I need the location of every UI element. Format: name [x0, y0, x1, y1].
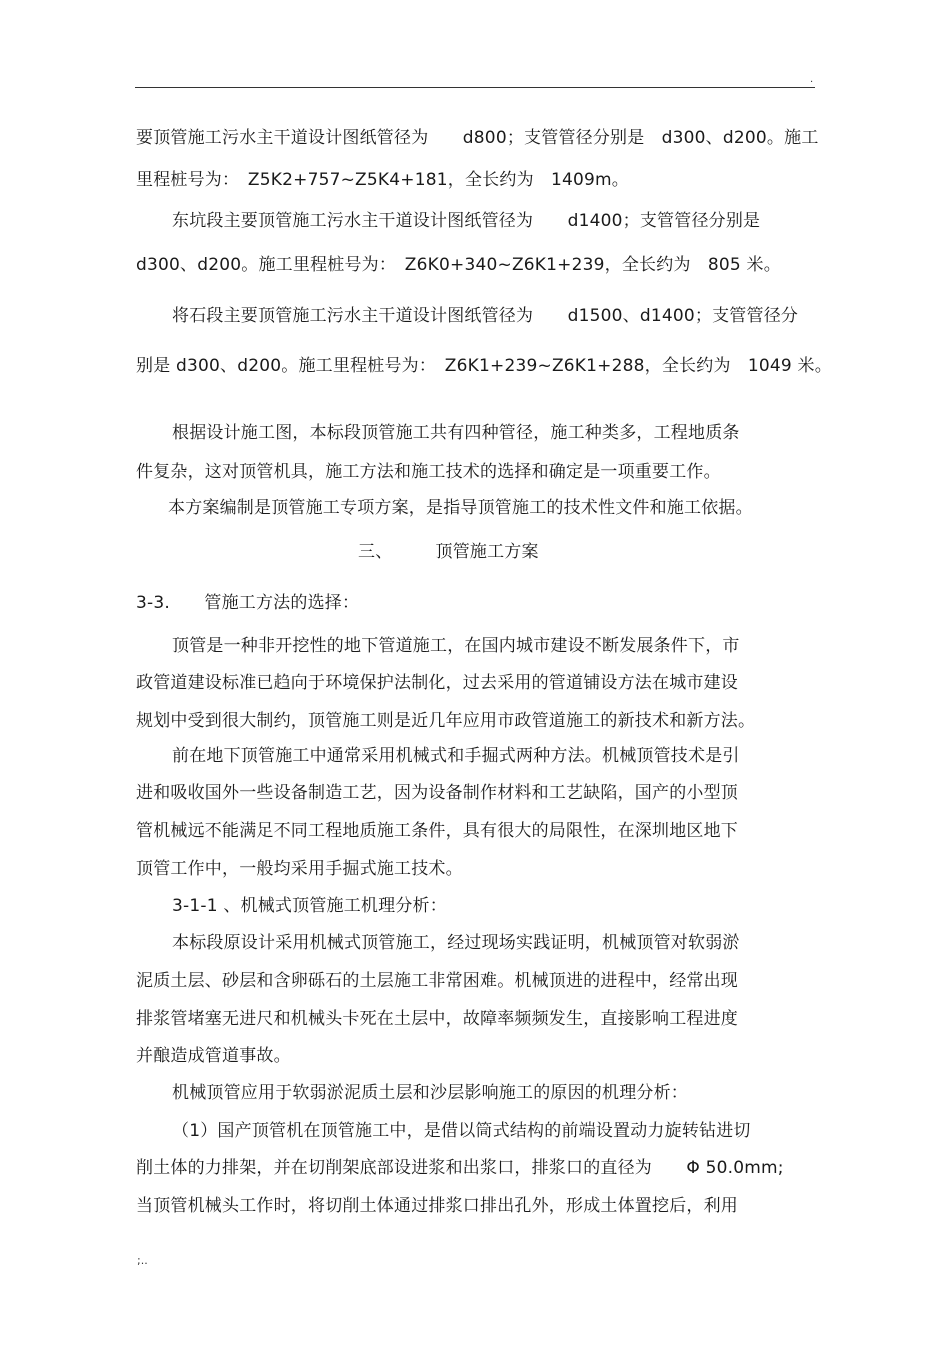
paragraph-line: 前在地下顶管施工中通常采用机械式和手掘式两种方法。机械顶管技术是引: [172, 746, 740, 766]
paragraph-line: 机械顶管应用于软弱淤泥质土层和沙层影响施工的原因的机理分析：: [172, 1083, 688, 1103]
paragraph-line: 顶管是一种非开挖性的地下管道施工，在国内城市建设不断发展条件下，市: [172, 636, 740, 656]
paragraph-line: 将石段主要顶管施工污水主干道设计图纸管径为 d1500、d1400；支管管径分: [172, 306, 799, 326]
header-rule: [135, 87, 815, 88]
paragraph-line: （1）国产顶管机在顶管施工中，是借以筒式结构的前端设置动力旋转钻进切: [172, 1121, 751, 1141]
paragraph-line: 别是 d300、d200。施工里程桩号为： Z6K1+239~Z6K1+288，全长约为 1049 米。: [136, 356, 832, 376]
paragraph-line: 管机械远不能满足不同工程地质施工条件，具有很大的局限性，在深圳地区地下: [136, 821, 738, 841]
paragraph-line: 里程桩号为： Z5K2+757~Z5K4+181，全长约为 1409m。: [136, 170, 630, 190]
paragraph-line: 本方案编制是顶管施工专项方案，是指导顶管施工的技术性文件和施工依据。: [168, 498, 753, 518]
paragraph-line: 进和吸收国外一些设备制造工艺，因为设备制作材料和工艺缺陷，国产的小型顶: [136, 783, 738, 803]
paragraph-line: 政管道建设标准已趋向于环境保护法制化，过去采用的管道铺设方法在城市建设: [136, 673, 738, 693]
subsection-heading: 3-3. 管施工方法的选择：: [136, 593, 360, 613]
paragraph-line: 根据设计施工图，本标段顶管施工共有四种管径，施工种类多，工程地质条: [172, 423, 740, 443]
paragraph-line: 并酿造成管道事故。: [136, 1046, 291, 1066]
paragraph-line: 泥质土层、砂层和含卵砾石的土层施工非常困难。机械顶进的进程中，经常出现: [136, 971, 738, 991]
footer-mark: ;..: [137, 1254, 148, 1267]
subsection-heading: 3-1-1 、机械式顶管施工机理分析：: [172, 896, 447, 916]
paragraph-line: 排浆管堵塞无进尺和机械头卡死在土层中，故障率频频发生，直接影响工程进度: [136, 1009, 738, 1029]
paragraph-line: 顶管工作中，一般均采用手掘式施工技术。: [136, 859, 463, 879]
paragraph-line: 本标段原设计采用机械式顶管施工，经过现场实践证明，机械顶管对软弱淤: [172, 933, 740, 953]
header-corner-mark: .: [810, 74, 814, 85]
paragraph-line: 当顶管机械头工作时，将切削土体通过排浆口排出孔外，形成土体置挖后，利用: [136, 1196, 738, 1216]
paragraph-line: 件复杂，这对顶管机具，施工方法和施工技术的选择和确定是一项重要工作。: [136, 462, 721, 482]
paragraph-line: 东坑段主要顶管施工污水主干道设计图纸管径为 d1400；支管管径分别是: [172, 211, 761, 231]
paragraph-line: 要顶管施工污水主干道设计图纸管径为 d800；支管管径分别是 d300、d200。施工: [136, 128, 819, 148]
section-heading: 三、 顶管施工方案: [358, 542, 539, 562]
paragraph-line: d300、d200。施工里程桩号为： Z6K0+340~Z6K1+239，全长约为 805 米。: [136, 255, 781, 275]
paragraph-line: 规划中受到很大制约，顶管施工则是近几年应用市政管道施工的新技术和新方法。: [136, 711, 756, 731]
paragraph-line: 削土体的力排架，并在切削架底部设进浆和出浆口，排浆口的直径为 Φ 50.0mm;: [136, 1158, 784, 1178]
